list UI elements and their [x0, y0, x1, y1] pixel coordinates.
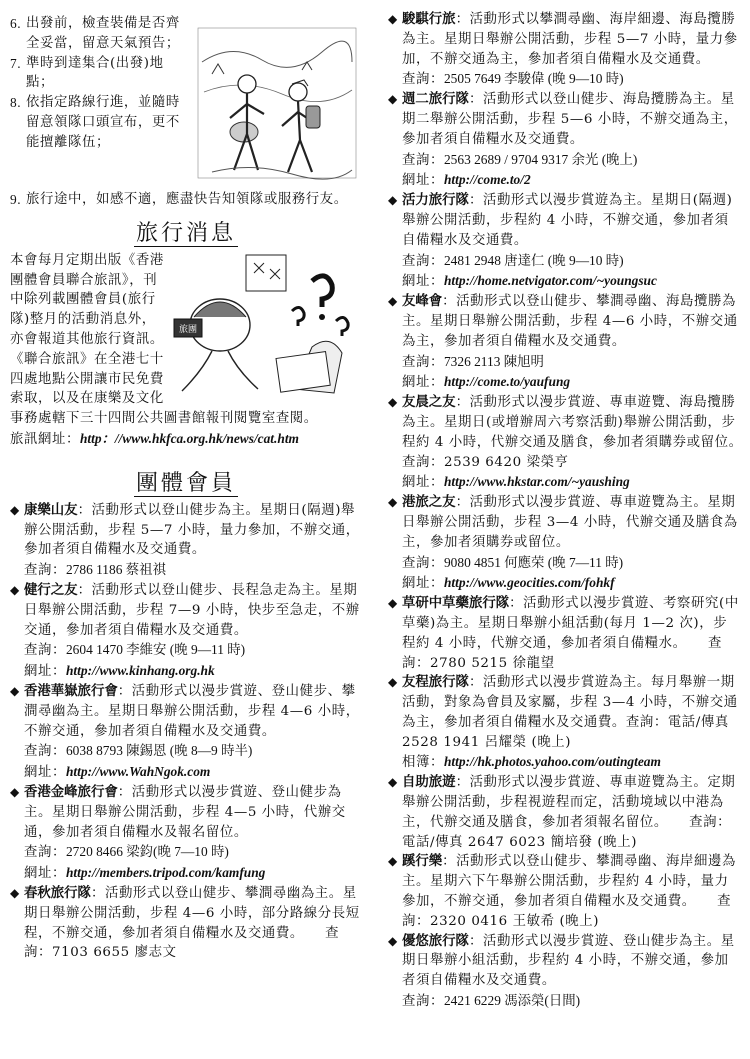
- member-entry: ◆ 香港華嶽旅行會：活動形式以漫步賞遊、登山健步、攀澗尋幽為主。星期日舉辦公開活動，步程 4—6 小時，不辦交通，參加者須自備糧水及交通費。 查詢：6038 8793 陳錫恩 (晚 8—9 時半) 網址：http://www.WahNgok.com: [10, 682, 362, 783]
- member-website-line: [388, 573, 740, 594]
- diamond-bullet-icon: ◆: [10, 582, 20, 597]
- line-label: 網址：: [24, 664, 66, 680]
- contact-value: 9080 4851 何應荣 (晚 7—11 時): [443, 554, 624, 570]
- member-website-line: [388, 752, 740, 773]
- member-name: 健行之友: [24, 581, 78, 598]
- member-description: 活動形式以登山健步、長程急走為主。星期日舉辦公開活動，步程 7—9 小時，快步至急走，不辦交通，參加者須自備糧水及交通費。: [24, 582, 360, 638]
- line-label: 查詢：: [402, 72, 444, 88]
- diamond-bullet-icon: ◆: [388, 294, 398, 309]
- member-entry: ◆ 週二旅行隊：活動形式以登山健步、海島攬勝為主。星期二舉辦公開活動，步程 5—6 小時，不辦交通為主，參加者須自備糧水及交通費。 查詢：2563 2689 / 9704 9317 余光 (晚上) 網址：http://come.to/2: [388, 90, 740, 191]
- member-name: 香港金峰旅行會: [24, 783, 118, 800]
- news-heading: 旅行消息: [135, 220, 236, 246]
- member-website-line: [388, 372, 740, 393]
- member-entry: ◆ 蹊行樂：活動形式以登山健步、攀澗尋幽、海岸細邊為主。星期六下午舉辦公開活動，步程約 4 小時，量力參加，不辦交通，參加者須自備糧水及交通費。 查詢：2320 0416 王敏希 (晚上): [388, 852, 740, 931]
- diamond-bullet-icon: ◆: [388, 775, 398, 790]
- member-entry: ◆ 自助旅遊：活動形式以漫步賞遊、專車遊覽為主。定期舉辦公開活動，步程視遊程而定，活動境域以中港為主，代辦交通及膳食，參加者須報名留位。 查詢：電話/傳真 2647 6023 簡培發 (晚上): [388, 773, 740, 852]
- member-contact-line: [10, 560, 362, 581]
- member-website-line: [10, 863, 362, 884]
- member-name: 優悠旅行隊: [402, 932, 469, 949]
- contact-value: 2604 1470 李維安 (晚 9—11 時): [65, 642, 246, 658]
- member-name: 香港華嶽旅行會: [24, 682, 118, 699]
- member-description: 活動形式以漫步賞遊、專車遊覽為主。定期舉辦公開活動，步程視遊程而定，活動境域以中港為主，代辦交通及膳食，參加者須報名留位。: [402, 775, 736, 830]
- member-url-link[interactable]: http://come.to/2: [443, 172, 531, 188]
- member-name: 友晨之友: [402, 394, 456, 411]
- sign-text: 旅團: [178, 324, 198, 335]
- line-label: 查詢：: [24, 643, 66, 659]
- diamond-bullet-icon: ◆: [388, 92, 398, 107]
- line-label: 網址：: [402, 576, 444, 592]
- line-label: 查詢：: [24, 563, 66, 579]
- member-contact: 查詢：7103 6655 廖志文: [24, 925, 340, 961]
- member-contact-line: [10, 640, 362, 661]
- member-description: 活動形式以攀澗尋幽、海岸細邊、海島攬勝為主。星期日舉辦公開活動，步程 5—7 小時，量力參加，不辦交通為主，參加者須自備糧水及交通費。: [402, 12, 738, 67]
- members-heading: 團體會員: [135, 470, 236, 496]
- member-name: 駿騏行旅: [402, 11, 456, 27]
- member-url-link[interactable]: http://members.tripod.com/kamfung: [65, 865, 266, 881]
- member-description: 活動形式以漫步賞遊、登山健步為主。星期日舉辦公開活動，步程 4—5 小時，代辦交通，參加者須自備糧水及報名留位。: [24, 784, 346, 840]
- contact-value: 7326 2113 陳旭明: [443, 353, 544, 369]
- diamond-bullet-icon: ◆: [388, 395, 398, 410]
- member-url-link[interactable]: http://www.kinhang.org.hk: [65, 663, 215, 679]
- line-label: 查詢：: [402, 994, 444, 1010]
- member-url-link[interactable]: http://hk.photos.yahoo.com/outingteam: [443, 754, 661, 770]
- member-entry: ◆ 駿騏行旅：活動形式以攀澗尋幽、海岸細邊、海島攬勝為主。星期日舉辦公開活動，步程 5—7 小時，量力參加，不辦交通為主，參加者須自備糧水及交通費。 查詢：2505 7649 李駿偉 (晚 9—10 時): [388, 10, 740, 90]
- member-url-link[interactable]: http://www.WahNgok.com: [65, 764, 211, 780]
- member-description: 活動形式以漫步賞遊為主。星期日(隔週)舉辦公開活動，步程約 4 小時，不辦交通，參加者須自備糧水及交通費。: [402, 193, 733, 248]
- member-website-line: [388, 170, 740, 191]
- member-website-line: [388, 271, 740, 292]
- line-label: 網址：: [24, 765, 66, 781]
- member-entry: ◆ 友程旅行隊：活動形式以漫步賞遊為主。每月舉辦一期活動，對象為會員及家屬，步程 3—4 小時，不辦交通為主，參加者須自備糧水及交通費。查詢：電話/傳真 2528 1941 呂耀榮 (晚上) 相簿：http://hk.photos.yahoo.com/outingteam: [388, 673, 740, 773]
- member-description: 活動形式以登山健步、攀澗尋幽、海岸細邊為主。星期六下午舉辦公開活動，步程約 4 小時，量力參加，不辦交通，參加者須自備糧水及交通費。: [402, 854, 736, 910]
- diamond-bullet-icon: ◆: [388, 495, 398, 510]
- diamond-bullet-icon: ◆: [10, 683, 20, 698]
- news-url-link[interactable]: http：//www.hkfca.org.hk/news/cat.htm: [79, 430, 299, 446]
- member-website-line: [10, 661, 362, 682]
- contact-value: 2421 6229 馮添榮(日間): [443, 993, 581, 1009]
- member-contact-line: [388, 991, 740, 1012]
- right-members-list: [388, 10, 740, 1012]
- line-label: 查詢：: [402, 152, 444, 168]
- member-name: 活力旅行隊: [402, 192, 469, 209]
- line-label: 網址：: [402, 375, 444, 391]
- contact-value: 2720 8466 梁鈞(晚 7—10 時): [65, 844, 229, 860]
- member-description: 活動形式以漫步賞遊、考察研究(中草藥)為主。星期日舉辦小組活動(每月 1—2 次)，步程約 4 小時，代辦交通，參加者須自備糧水。: [402, 596, 739, 651]
- news-url-line: 旅訊網址：http：//www.hkfca.org.hk/news/cat.htm: [10, 430, 299, 447]
- member-name: 友程旅行隊: [402, 674, 469, 691]
- member-entry: ◆ 活力旅行隊：活動形式以漫步賞遊為主。星期日(隔週)舉辦公開活動，步程約 4 小時，不辦交通，參加者須自備糧水及交通費。 查詢：2481 2948 唐達仁 (晚 9—10 時) 網址：http://home.netvigator.com/~youngsuc: [388, 191, 740, 292]
- contact-value: 2505 7649 李駿偉 (晚 9—10 時): [443, 71, 624, 87]
- member-description: 活動形式以登山健步為主。星期日(隔週)舉辦公開活動，步程 5—7 小時，量力參加，不辦交通，參加者須自備糧水及交通費。: [24, 502, 360, 558]
- line-label: 網址：: [24, 866, 66, 882]
- member-name: 週二旅行隊: [402, 91, 469, 108]
- member-name: 草研中草藥旅行隊: [402, 595, 510, 612]
- member-contact-line: [388, 553, 740, 574]
- tip-item: 7. 準時到達集合(出發)地點；: [10, 55, 164, 91]
- member-description: 活動形式以登山健步、攀澗尋幽為主。星期日舉辦公開活動，步程 4—6 小時，部分路線分長短程，不辦交通，參加者須自備糧水及交通費。: [24, 885, 360, 941]
- diamond-bullet-icon: ◆: [10, 784, 20, 799]
- line-label: 查詢：: [402, 253, 444, 269]
- member-contact: 查詢：2320 0416 王敏希 (晚上): [402, 894, 732, 929]
- member-entry: ◆ 草研中草藥旅行隊：活動形式以漫步賞遊、考察研究(中草藥)為主。星期日舉辦小組活動(每月 1—2 次)，步程約 4 小時，代辦交通，參加者須自備糧水。 查詢：2780 5215 徐龍望: [388, 594, 740, 673]
- member-website-line: [388, 472, 740, 493]
- member-description: 活動形式以登山健步、海島攬勝為主。星期二舉辦公開活動，步程 5—6 小時，不辦交通為主，參加者須自備糧水及交通費。: [402, 92, 738, 147]
- member-url-link[interactable]: http://come.to/yaufung: [443, 374, 571, 390]
- member-entry: ◆ 健行之友：活動形式以登山健步、長程急走為主。星期日舉辦公開活動，步程 7—9 小時，快步至急走，不辦交通，參加者須自備糧水及交通費。 查詢：2604 1470 李維安 (晚 9—11 時) 網址：http://www.kinhang.org.hk: [10, 581, 362, 682]
- contact-value: 2786 1186 蔡祖祺: [65, 562, 166, 578]
- member-url-link[interactable]: http://home.netvigator.com/~youngsuc: [443, 273, 657, 289]
- line-label: 查詢：: [24, 744, 66, 760]
- member-contact-line: [388, 352, 740, 373]
- diamond-bullet-icon: ◆: [388, 675, 398, 690]
- reader-illustration: [172, 251, 362, 401]
- member-contact: 查詢：2780 5215 徐龍望: [402, 635, 722, 671]
- contact-value: 6038 8793 陳錫恩 (晚 8—9 時半): [65, 743, 253, 759]
- diamond-bullet-icon: ◆: [388, 193, 398, 208]
- member-contact: 查詢：電話/傳真 2647 6023 簡培發 (晚上): [402, 814, 732, 850]
- left-column: [10, 14, 362, 963]
- tip-item: 9. 旅行途中，如感不適，應盡快告知領隊或服務行友。: [10, 192, 348, 207]
- member-description: 活動形式以漫步賞遊、登山健步、攀澗尋幽為主。星期日舉辦公開活動，步程 4—6 小時，不辦交通，參加者須自備糧水及交通費。: [24, 683, 360, 739]
- member-entry: ◆ 優悠旅行隊：活動形式以漫步賞遊、登山健步為主。星期日舉辦小組活動，步程約 4 小時，不辦交通，參加者須自備糧水及交通費。 查詢：2421 6229 馮添榮(日間): [388, 932, 740, 1012]
- contact-value: 2481 2948 唐達仁 (晚 9—10 時): [443, 252, 624, 268]
- member-name: 蹊行樂: [402, 853, 443, 870]
- member-contact-line: [388, 251, 740, 272]
- member-contact: 查詢：2539 6420 梁榮亨: [402, 454, 569, 470]
- member-entry: ◆ 友峰會：活動形式以登山健步、攀澗尋幽、海島攬勝為主。星期日舉辦公開活動，步程 4—6 小時，不辦交通為主，參加者須自備糧水及交通費。 查詢：7326 2113 陳旭明 網址：http://come.to/yaufung: [388, 292, 740, 393]
- member-entry: ◆ 香港金峰旅行會：活動形式以漫步賞遊、登山健步為主。星期日舉辦公開活動，步程 4—5 小時，代辦交通，參加者須自備糧水及報名留位。 查詢：2720 8466 梁鈞(晚 7—10 時) 網址：http://members.tripod.com/kamfung: [10, 783, 362, 884]
- member-entry: ◆ 春秋旅行隊：活動形式以登山健步、攀澗尋幽為主。星期日舉辦公開活動，步程 4—6 小時，部分路線分長短程，不辦交通，參加者須自備糧水及交通費。 查詢：7103 6655 廖志文: [10, 884, 362, 963]
- line-label: 網址：: [402, 274, 444, 290]
- hikers-illustration: [192, 22, 362, 190]
- diamond-bullet-icon: ◆: [10, 885, 20, 900]
- line-label: 查詢：: [402, 354, 444, 370]
- line-label: 網址：: [402, 173, 444, 189]
- member-entry: ◆ 港旅之友：活動形式以漫步賞遊、專車遊覽為主。星期日舉辦公開活動，步程 3—4 小時，代辦交通及膳食為主，參加者須購券或留位。 查詢：9080 4851 何應荣 (晚 7—11 時) 網址：http://www.geocities.com/fohkf: [388, 493, 740, 594]
- member-name: 自助旅遊: [402, 774, 456, 791]
- member-description: 活動形式以漫步賞遊、專車遊覽為主。星期日舉辦公開活動，步程 3—4 小時，代辦交通及膳食為主，參加者須購券或留位。: [402, 495, 738, 550]
- line-label: 查詢：: [24, 845, 66, 861]
- line-label: 查詢：: [402, 555, 444, 571]
- member-name: 春秋旅行隊: [24, 884, 91, 901]
- member-contact-line: [10, 741, 362, 762]
- member-contact-line: [10, 842, 362, 863]
- member-name: 港旅之友: [402, 494, 456, 511]
- line-label: 網址：: [402, 475, 444, 491]
- member-description: 活動形式以漫步賞遊為主。每月舉辦一期活動，對象為會員及家屬，步程 3—4 小時，不辦交通為主，參加者須自備糧水及交通費。查詢：電話/傳真 2528 1941 呂耀榮 (晚上): [402, 675, 738, 750]
- left-members-list: [10, 501, 362, 963]
- line-label: 相簿：: [402, 755, 444, 771]
- news-body: 本會每月定期出版《香港團體會員聯合旅訊》，刊中除列載團體會員(旅行隊)整月的活動消息外，亦會報道其他旅行資訊。《聯合旅訊》在全港七十四處地點公開讓市民免費索取，以及在康樂及文化事務處轄下三十四間公共圖書館報刊閱覽室查閱。: [10, 252, 318, 427]
- member-url-link[interactable]: http://www.hkstar.com/~yaushing: [443, 474, 630, 490]
- diamond-bullet-icon: ◆: [388, 12, 398, 26]
- tip-item: 6. 出發前，檢查裝備是否齊全妥當，留意天氣預告；: [10, 16, 180, 51]
- member-description: 活動形式以登山健步、攀澗尋幽、海島攬勝為主。星期日舉辦公開活動，步程 4—6 小時，不辦交通為主，參加者須自備糧水及交通費。: [402, 294, 738, 349]
- tip-item: 8. 依指定路線行進，並隨時留意領隊口頭宣布，更不能擅離隊伍；: [10, 95, 180, 150]
- member-name: 康樂山友: [24, 501, 78, 518]
- member-description: 活動形式以漫步賞遊、專車遊覽、海島攬勝為主。星期日(或增辦周六考察活動)舉辦公開活動，步程約 4 小時，代辦交通及膳食，參加者須購券或留位。: [402, 395, 736, 450]
- diamond-bullet-icon: ◆: [10, 502, 20, 517]
- diamond-bullet-icon: ◆: [388, 596, 398, 611]
- member-url-link[interactable]: http://www.geocities.com/fohkf: [443, 575, 615, 591]
- diamond-bullet-icon: ◆: [388, 854, 398, 869]
- member-website-line: [10, 762, 362, 783]
- member-description: 活動形式以漫步賞遊、登山健步為主。星期日舉辦小組活動，步程約 4 小時，不辦交通，參加者須自備糧水及交通費。: [402, 933, 735, 989]
- member-entry: ◆ 友晨之友：活動形式以漫步賞遊、專車遊覽、海島攬勝為主。星期日(或增辦周六考察活動)舉辦公開活動，步程約 4 小時，代辦交通及膳食，參加者須購券或留位。 查詢：2539 6420 梁榮亨 網址：http://www.hkstar.com/~yaushing: [388, 393, 740, 493]
- member-contact-line: [388, 69, 740, 90]
- contact-value: 2563 2689 / 9704 9317 余光 (晚上): [443, 151, 638, 167]
- member-entry: ◆ 康樂山友：活動形式以登山健步為主。星期日(隔週)舉辦公開活動，步程 5—7 小時，量力參加，不辦交通，參加者須自備糧水及交通費。 查詢：2786 1186 蔡祖祺: [10, 501, 362, 581]
- member-contact-line: [388, 150, 740, 171]
- diamond-bullet-icon: ◆: [388, 933, 398, 948]
- right-column: [388, 10, 740, 1012]
- member-name: 友峰會: [402, 293, 443, 310]
